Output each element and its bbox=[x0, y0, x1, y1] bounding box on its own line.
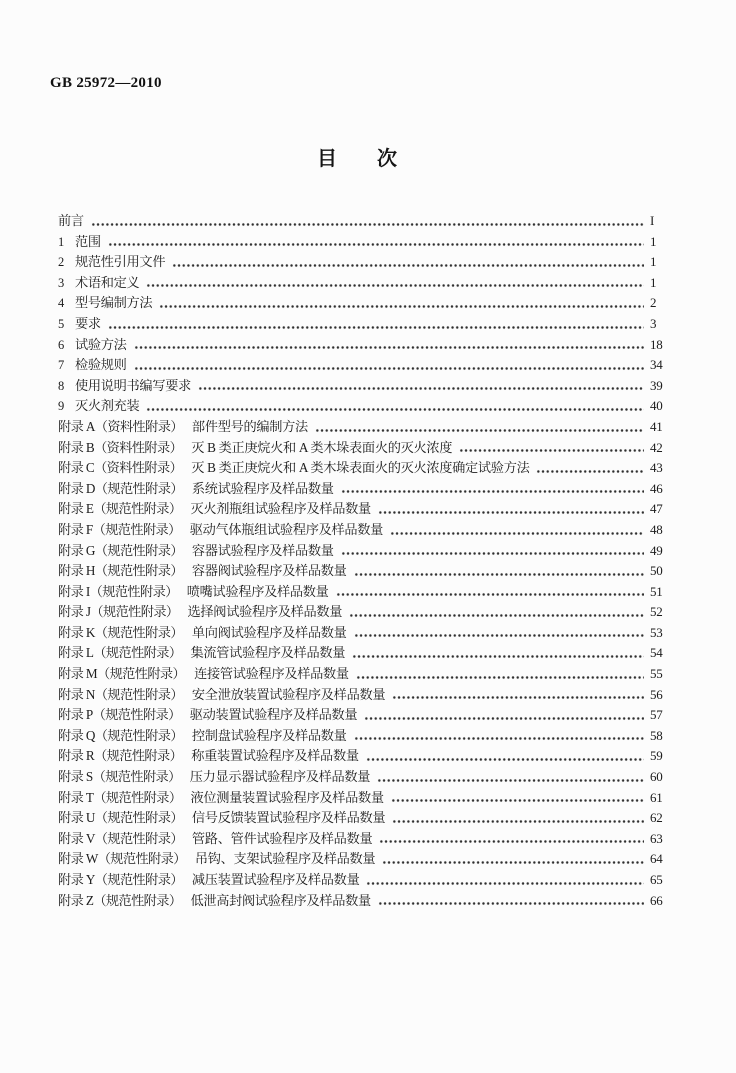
dot-leader bbox=[134, 335, 644, 356]
dot-leader bbox=[354, 726, 644, 747]
toc-entry-label: 灭火剂充装 bbox=[75, 398, 140, 414]
toc-row bbox=[58, 685, 672, 706]
toc-entry-label: 检验规则 bbox=[75, 357, 127, 373]
toc-row bbox=[58, 602, 672, 623]
dot-leader bbox=[352, 643, 644, 664]
toc-row bbox=[58, 520, 672, 541]
toc-row bbox=[58, 767, 672, 788]
toc-entry-page: 62 bbox=[650, 810, 663, 826]
toc-row bbox=[58, 726, 672, 747]
toc-entry-label: 附录 F（规范性附录） bbox=[58, 521, 181, 537]
toc-entry-number: 6 bbox=[58, 337, 64, 352]
toc-entry-label: 要求 bbox=[75, 315, 101, 331]
toc-entry-page: 1 bbox=[650, 233, 657, 249]
toc-row bbox=[58, 293, 672, 314]
toc-entry-number: 9 bbox=[58, 399, 64, 414]
toc-entry-subtitle: 灭火剂瓶组试验程序及样品数量 bbox=[190, 501, 371, 517]
dot-leader bbox=[354, 623, 644, 644]
toc-entry-subtitle: 容器试验程序及样品数量 bbox=[191, 542, 334, 558]
toc-entry-page: 1 bbox=[650, 254, 657, 270]
toc-entry-subtitle: 吊钩、支架试验程序及样品数量 bbox=[194, 851, 376, 867]
toc-entry-label: 附录 T（规范性附录） bbox=[58, 789, 182, 805]
dot-leader bbox=[108, 314, 644, 335]
toc-entry-label: 使用说明书编写要求 bbox=[75, 377, 191, 393]
toc-row bbox=[58, 788, 672, 809]
toc-entry-number: 5 bbox=[58, 316, 64, 331]
toc-entry-page: 54 bbox=[650, 645, 663, 661]
dot-leader bbox=[364, 705, 644, 726]
toc-entry-label: 术语和定义 bbox=[75, 274, 140, 290]
toc-entry-page: 18 bbox=[650, 336, 663, 352]
toc-entry-label: 型号编制方法 bbox=[75, 295, 153, 311]
toc-row bbox=[58, 561, 672, 582]
toc-entry-subtitle: 管路、管件试验程序及样品数量 bbox=[191, 830, 373, 846]
toc-entry-label: 附录 I（规范性附录） bbox=[58, 583, 178, 599]
dot-leader bbox=[91, 211, 644, 232]
toc-row bbox=[58, 273, 672, 294]
dot-leader bbox=[379, 829, 644, 850]
toc-entry-label: 附录 N（规范性附录） bbox=[58, 686, 183, 702]
toc-entry-page: 41 bbox=[650, 418, 663, 434]
toc-entry-page: I bbox=[650, 213, 655, 228]
toc-entry-number: 4 bbox=[58, 296, 64, 311]
dot-leader bbox=[356, 664, 644, 685]
dot-leader bbox=[146, 273, 644, 294]
toc-entry-subtitle: 选择阀试验程序及样品数量 bbox=[187, 604, 343, 620]
toc-entry-page: 60 bbox=[650, 769, 663, 785]
toc-entry-page: 43 bbox=[650, 460, 663, 476]
toc-entry-label: 附录 S（规范性附录） bbox=[58, 769, 181, 785]
toc-entry-label: 范围 bbox=[75, 233, 101, 249]
toc-entry-subtitle: 低泄高封阀试验程序及样品数量 bbox=[190, 892, 371, 908]
dot-leader bbox=[392, 808, 644, 829]
toc-entry-subtitle: 信号反馈装置试验程序及样品数量 bbox=[191, 810, 386, 826]
toc-entry-page: 59 bbox=[650, 748, 663, 764]
toc-row bbox=[58, 870, 672, 891]
toc-entry-subtitle: 部件型号的编制方法 bbox=[191, 418, 308, 434]
toc-row bbox=[58, 417, 672, 438]
toc-entry-label: 附录 U（规范性附录） bbox=[58, 810, 183, 826]
toc-row bbox=[58, 664, 672, 685]
toc-entry-page: 39 bbox=[650, 377, 663, 393]
toc-entry-label: 附录 D（规范性附录） bbox=[58, 480, 183, 496]
dot-leader bbox=[378, 891, 644, 912]
toc-entry-page: 52 bbox=[650, 604, 663, 620]
toc-row bbox=[58, 458, 672, 479]
toc-row bbox=[58, 705, 672, 726]
toc-entry-number: 3 bbox=[58, 275, 64, 290]
toc-row bbox=[58, 891, 672, 912]
toc-entry-label: 附录 K（规范性附录） bbox=[58, 624, 183, 640]
dot-leader bbox=[146, 396, 644, 417]
toc-entry-subtitle: 驱动装置试验程序及样品数量 bbox=[189, 707, 358, 723]
dot-leader bbox=[390, 520, 644, 541]
toc-row bbox=[58, 211, 672, 232]
toc-entry-page: 46 bbox=[650, 480, 663, 496]
dot-leader bbox=[377, 767, 644, 788]
toc-entry-page: 34 bbox=[650, 357, 663, 373]
toc-entry-label: 附录 A（资料性附录） bbox=[58, 418, 183, 434]
dot-leader bbox=[341, 479, 644, 500]
toc-entry-page: 65 bbox=[650, 872, 663, 887]
dot-leader bbox=[134, 355, 644, 376]
dot-leader bbox=[108, 232, 644, 253]
toc-entry-label: 附录 W（规范性附录） bbox=[58, 851, 186, 867]
toc-entry-subtitle: 单向阀试验程序及样品数量 bbox=[191, 624, 347, 640]
toc-row bbox=[58, 479, 672, 500]
toc-entry-subtitle: 控制盘试验程序及样品数量 bbox=[191, 727, 347, 743]
toc-row bbox=[58, 808, 672, 829]
toc-entry-page: 61 bbox=[650, 789, 663, 805]
toc-row bbox=[58, 499, 672, 520]
dot-leader bbox=[159, 293, 644, 314]
dot-leader bbox=[341, 541, 644, 562]
toc-entry-label: 附录 L（规范性附录） bbox=[58, 645, 182, 661]
toc-entry-label: 规范性引用文件 bbox=[75, 254, 166, 270]
toc-row bbox=[58, 849, 672, 870]
toc-entry-label: 试验方法 bbox=[75, 336, 127, 352]
toc-entry-subtitle: 液位测量装置试验程序及样品数量 bbox=[190, 789, 384, 805]
toc-row bbox=[58, 252, 672, 273]
dot-leader bbox=[315, 417, 644, 438]
toc-entry-page: 49 bbox=[650, 542, 663, 558]
toc-entry-page: 42 bbox=[650, 439, 663, 455]
toc-entry-page: 2 bbox=[650, 295, 657, 311]
toc-entry-page: 58 bbox=[650, 727, 663, 743]
dot-leader bbox=[349, 602, 644, 623]
toc-entry-page: 56 bbox=[650, 686, 663, 702]
toc-entry-subtitle: 安全泄放装置试验程序及样品数量 bbox=[191, 686, 386, 702]
toc-entry-page: 50 bbox=[650, 563, 663, 579]
toc-entry-label: 前言 bbox=[58, 213, 84, 228]
dot-leader bbox=[172, 252, 644, 273]
dot-leader bbox=[198, 376, 644, 397]
dot-leader bbox=[366, 870, 644, 891]
toc-entry-subtitle: 连接管试验程序及样品数量 bbox=[194, 666, 349, 682]
toc-row bbox=[58, 829, 672, 850]
toc-row bbox=[58, 335, 672, 356]
toc-entry-subtitle: 驱动气体瓶组试验程序及样品数量 bbox=[189, 521, 384, 537]
toc-entry-page: 3 bbox=[650, 315, 657, 331]
toc-entry-label: 附录 Q（规范性附录） bbox=[58, 727, 183, 743]
dot-leader bbox=[382, 849, 644, 870]
toc-row bbox=[58, 232, 672, 253]
toc-row bbox=[58, 396, 672, 417]
dot-leader bbox=[391, 788, 644, 809]
toc-entry-label: 附录 V（规范性附录） bbox=[58, 830, 183, 846]
dot-leader bbox=[459, 438, 644, 459]
dot-leader bbox=[536, 458, 644, 479]
toc-entry-page: 63 bbox=[650, 830, 663, 846]
toc-entry-subtitle: 灭 B 类正庚烷火和 A 类木垛表面火的灭火浓度 bbox=[191, 439, 453, 455]
toc-row bbox=[58, 541, 672, 562]
table-of-contents bbox=[58, 211, 672, 911]
toc-entry-label: 附录 B（资料性附录） bbox=[58, 439, 183, 455]
toc-entry-subtitle: 称重装置试验程序及样品数量 bbox=[191, 748, 359, 764]
toc-entry-label: 附录 Y（规范性附录） bbox=[58, 872, 183, 887]
toc-entry-page: 53 bbox=[650, 624, 663, 640]
toc-row bbox=[58, 643, 672, 664]
toc-row bbox=[58, 746, 672, 767]
toc-entry-page: 1 bbox=[650, 274, 657, 290]
dot-leader bbox=[354, 561, 644, 582]
toc-entry-label: 附录 Z（规范性附录） bbox=[58, 892, 182, 908]
toc-row bbox=[58, 582, 672, 603]
toc-row bbox=[58, 376, 672, 397]
dot-leader bbox=[392, 685, 644, 706]
toc-entry-label: 附录 H（规范性附录） bbox=[58, 563, 183, 579]
toc-row bbox=[58, 314, 672, 335]
page-title: 目 次 bbox=[317, 148, 397, 170]
dot-leader bbox=[336, 582, 644, 603]
toc-entry-subtitle: 灭 B 类正庚烷火和 A 类木垛表面火的灭火浓度确定试验方法 bbox=[191, 460, 530, 476]
toc-row bbox=[58, 623, 672, 644]
toc-row bbox=[58, 355, 672, 376]
toc-entry-page: 57 bbox=[650, 707, 663, 723]
toc-entry-label: 附录 E（规范性附录） bbox=[58, 501, 182, 517]
toc-entry-number: 2 bbox=[58, 255, 64, 270]
toc-row bbox=[58, 438, 672, 459]
dot-leader bbox=[366, 746, 644, 767]
toc-entry-label: 附录 M（规范性附录） bbox=[58, 666, 186, 682]
toc-entry-subtitle: 减压装置试验程序及样品数量 bbox=[191, 872, 360, 887]
toc-entry-label: 附录 C（资料性附录） bbox=[58, 460, 183, 476]
standard-number: GB 25972—2010 bbox=[50, 75, 162, 91]
toc-entry-label: 附录 P（规范性附录） bbox=[58, 707, 181, 723]
dot-leader bbox=[378, 499, 644, 520]
toc-entry-page: 66 bbox=[650, 892, 663, 908]
toc-entry-label: 附录 R（规范性附录） bbox=[58, 748, 183, 764]
toc-entry-page: 47 bbox=[650, 501, 663, 517]
toc-entry-subtitle: 压力显示器试验程序及样品数量 bbox=[189, 769, 371, 785]
toc-entry-page: 40 bbox=[650, 398, 663, 414]
toc-entry-subtitle: 容器阀试验程序及样品数量 bbox=[191, 563, 347, 579]
toc-entry-page: 51 bbox=[650, 583, 663, 599]
toc-entry-subtitle: 系统试验程序及样品数量 bbox=[191, 480, 334, 496]
toc-entry-number: 7 bbox=[58, 358, 64, 373]
toc-entry-number: 8 bbox=[58, 378, 64, 393]
toc-entry-subtitle: 喷嘴试验程序及样品数量 bbox=[186, 583, 329, 599]
toc-entry-subtitle: 集流管试验程序及样品数量 bbox=[190, 645, 346, 661]
toc-entry-label: 附录 G（规范性附录） bbox=[58, 542, 183, 558]
toc-entry-label: 附录 J（规范性附录） bbox=[58, 604, 179, 620]
toc-entry-number: 1 bbox=[58, 234, 64, 249]
toc-entry-page: 48 bbox=[650, 521, 663, 537]
toc-entry-page: 55 bbox=[650, 666, 663, 682]
toc-entry-page: 64 bbox=[650, 851, 663, 867]
